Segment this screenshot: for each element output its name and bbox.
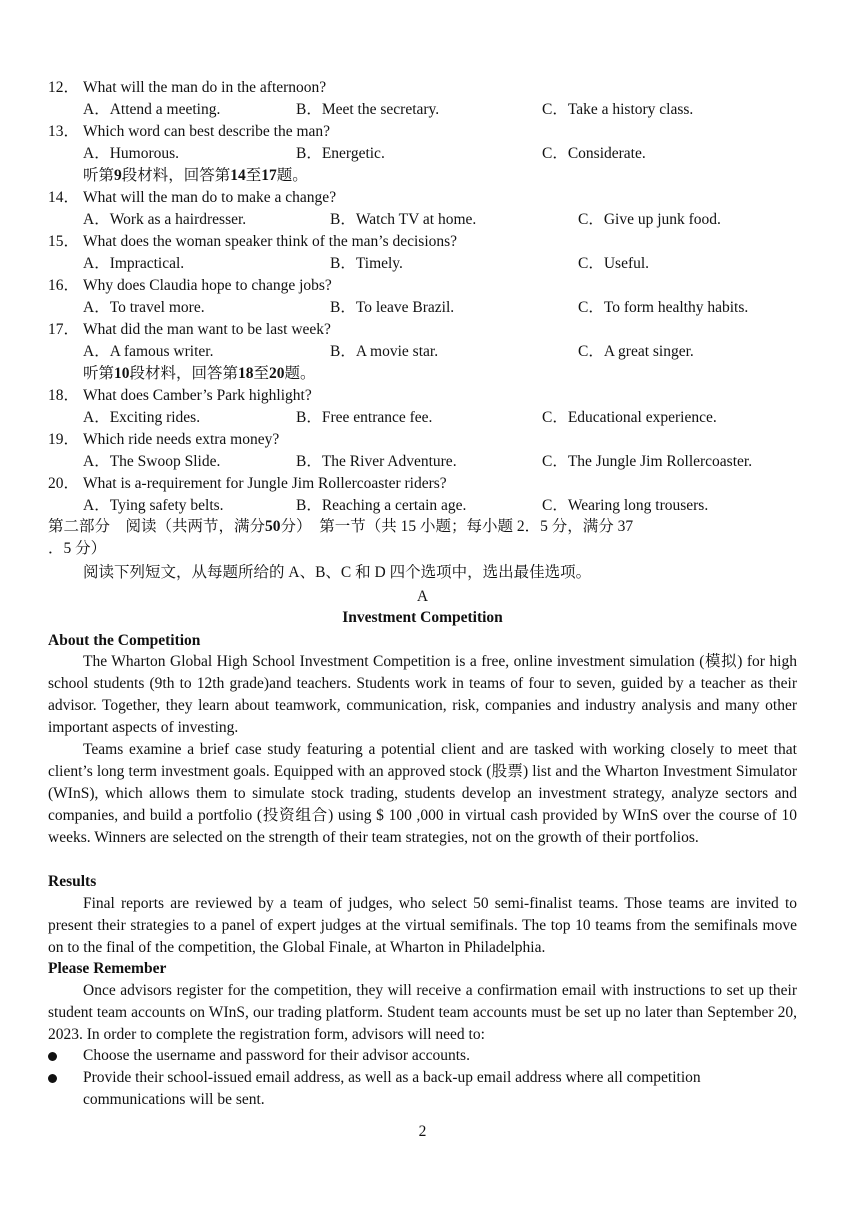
option-c: C．The Jungle Jim Rollercoaster.	[542, 453, 753, 470]
instr-number: 18	[238, 365, 254, 382]
question-16	[48, 275, 332, 297]
option-c: C．Useful.	[578, 255, 650, 272]
bullet-text: Provide their school-issued email address, as well as a back-up email address where all competition communications will be sent.	[83, 1069, 701, 1108]
instr-text: 至	[253, 365, 270, 382]
option-b: B．Watch TV at home.	[330, 211, 477, 228]
option-b: B．Timely.	[330, 255, 403, 272]
option-b: B．The River Adventure.	[296, 453, 457, 470]
passage-title: Investment Competition	[342, 609, 503, 626]
option-c: C．To form healthy habits.	[578, 299, 749, 316]
section-10-instruction	[83, 363, 316, 385]
question-number: 19．	[48, 431, 80, 448]
options-12	[0, 99, 867, 121]
question-text: What does the woman speaker think of the man’s decisions?	[83, 233, 458, 250]
passage-letter: A	[416, 588, 429, 605]
question-14	[48, 187, 336, 209]
question-text: What is a-requirement for Jungle Jim Rollercoaster riders?	[83, 475, 447, 492]
option-a: A．Humorous.	[83, 145, 180, 162]
question-text: What does Camber’s Park highlight?	[83, 387, 312, 404]
header-text: 分） 第一节（共 15 小题；每小题 2．5 分，满分 37	[280, 518, 634, 535]
section-heading-results: Results	[48, 873, 97, 890]
option-a: A．Work as a hairdresser.	[83, 211, 247, 228]
option-a: A．Impractical.	[83, 255, 185, 272]
question-17	[48, 319, 331, 341]
instr-text: 题。	[284, 365, 316, 382]
option-b: B．Reaching a certain age.	[296, 497, 467, 514]
option-c: C．Take a history class.	[542, 101, 694, 118]
options-17	[0, 341, 867, 363]
question-number: 16．	[48, 277, 80, 294]
reading-instruction: 阅读下列短文，从每题所给的 A、B、C 和 D 四个选项中，选出最佳选项。	[83, 564, 592, 581]
paragraph-remember: Once advisors register for the competition, they will receive a confirmation email with instructions to set up their student team accounts on WInS, our trading platform. Student team accounts must be set up no later than September 20, 2023. In order to complete the registration form, advisors will need to:	[48, 982, 797, 1043]
options-15	[0, 253, 867, 275]
option-a: A．Tying safety belts.	[83, 497, 224, 514]
question-20	[48, 473, 447, 495]
option-c: C．A great singer.	[578, 343, 694, 360]
option-c: C．Wearing long trousers.	[542, 497, 709, 514]
bullet-icon	[48, 1052, 57, 1061]
header-score: 50	[265, 518, 281, 535]
options-18	[0, 407, 867, 429]
instr-number: 14	[230, 167, 246, 184]
options-19	[0, 451, 867, 473]
question-13	[48, 121, 330, 143]
instr-text: 听第	[83, 167, 115, 184]
instr-text: 段材料，回答第	[129, 365, 239, 382]
options-20	[0, 495, 867, 517]
header-text: 第二部分 阅读（共两节，满分	[48, 518, 266, 535]
question-text: What will the man do to make a change?	[83, 189, 337, 206]
instr-text: 听第	[83, 365, 115, 382]
instr-number: 20	[269, 365, 285, 382]
options-13	[0, 143, 867, 165]
question-18	[48, 385, 312, 407]
question-number: 14．	[48, 189, 80, 206]
question-text: Which word can best describe the man?	[83, 123, 331, 140]
part-two-header-cont: ．5 分）	[48, 540, 107, 557]
instr-number: 9	[114, 167, 122, 184]
option-b: B．A movie star.	[330, 343, 439, 360]
question-number: 18．	[48, 387, 80, 404]
question-text: Why does Claudia hope to change jobs?	[83, 277, 332, 294]
question-text: What did the man want to be last week?	[83, 321, 331, 338]
question-number: 20．	[48, 475, 80, 492]
question-number: 13．	[48, 123, 80, 140]
instr-text: 题。	[276, 167, 308, 184]
option-a: A．Exciting rides.	[83, 409, 201, 426]
options-16	[0, 297, 867, 319]
option-b: B．To leave Brazil.	[330, 299, 455, 316]
question-number: 15．	[48, 233, 80, 250]
question-19	[48, 429, 279, 451]
paragraph-results: Final reports are reviewed by a team of judges, who select 50 semi-finalist teams. Those teams are invited to present their strategies to a panel of expert judges at the virtual semifinals. The top 10 teams from the semifinals move on to the final of the competition, the Global Finale, at Wharton in Philadelphia.	[48, 895, 797, 956]
bullet-text: Choose the username and password for their advisor accounts.	[83, 1047, 470, 1064]
section-9-instruction	[83, 165, 308, 187]
bullet-icon	[48, 1074, 57, 1083]
question-15	[48, 231, 457, 253]
question-12	[48, 77, 326, 99]
instr-text: 段材料，回答第	[121, 167, 231, 184]
section-heading-remember: Please Remember	[48, 960, 167, 977]
instr-text: 至	[245, 167, 262, 184]
option-a: A．A famous writer.	[83, 343, 214, 360]
option-b: B．Free entrance fee.	[296, 409, 433, 426]
question-text: What will the man do in the afternoon?	[83, 79, 327, 96]
question-number: 12．	[48, 79, 80, 96]
part-two-header	[48, 516, 633, 538]
option-b: B．Meet the secretary.	[296, 101, 440, 118]
option-a: A．Attend a meeting.	[83, 101, 221, 118]
option-c: C．Considerate.	[542, 145, 646, 162]
options-14	[0, 209, 867, 231]
option-c: C．Give up junk food.	[578, 211, 721, 228]
instr-number: 10	[114, 365, 130, 382]
paragraph-about-2: Teams examine a brief case study featuring a potential client and are tasked with working closely to meet that client’s long term investment goals. Equipped with an approved stock (股票) list and the Wharton Investment Simulator (WInS), which allows them to simulate stock trading, students develop an investment strategy, analyze sectors and companies, and build a portfolio (投资组合) using $ 100 ,000 in virtual cash provided by WInS over the course of 10 weeks. Winners are selected on the strength of their team strategies, not on the growth of their portfolios.	[48, 741, 797, 846]
option-c: C．Educational experience.	[542, 409, 717, 426]
page-number: 2	[418, 1123, 427, 1140]
paragraph-about-1: The Wharton Global High School Investment Competition is a free, online investment simulation (模拟) for high school students (9th to 12th grade)and teachers. Students work in teams of four to seven, guided by a teacher as their advisor. Together, they learn about teamwork, communication, risk, companies and industry analysis and many other important aspects of investing.	[48, 653, 797, 736]
option-a: A．The Swoop Slide.	[83, 453, 221, 470]
section-heading-about: About the Competition	[48, 632, 201, 649]
option-b: B．Energetic.	[296, 145, 385, 162]
question-text: Which ride needs extra money?	[83, 431, 280, 448]
question-number: 17．	[48, 321, 80, 338]
instr-number: 17	[261, 167, 277, 184]
option-a: A．To travel more.	[83, 299, 205, 316]
